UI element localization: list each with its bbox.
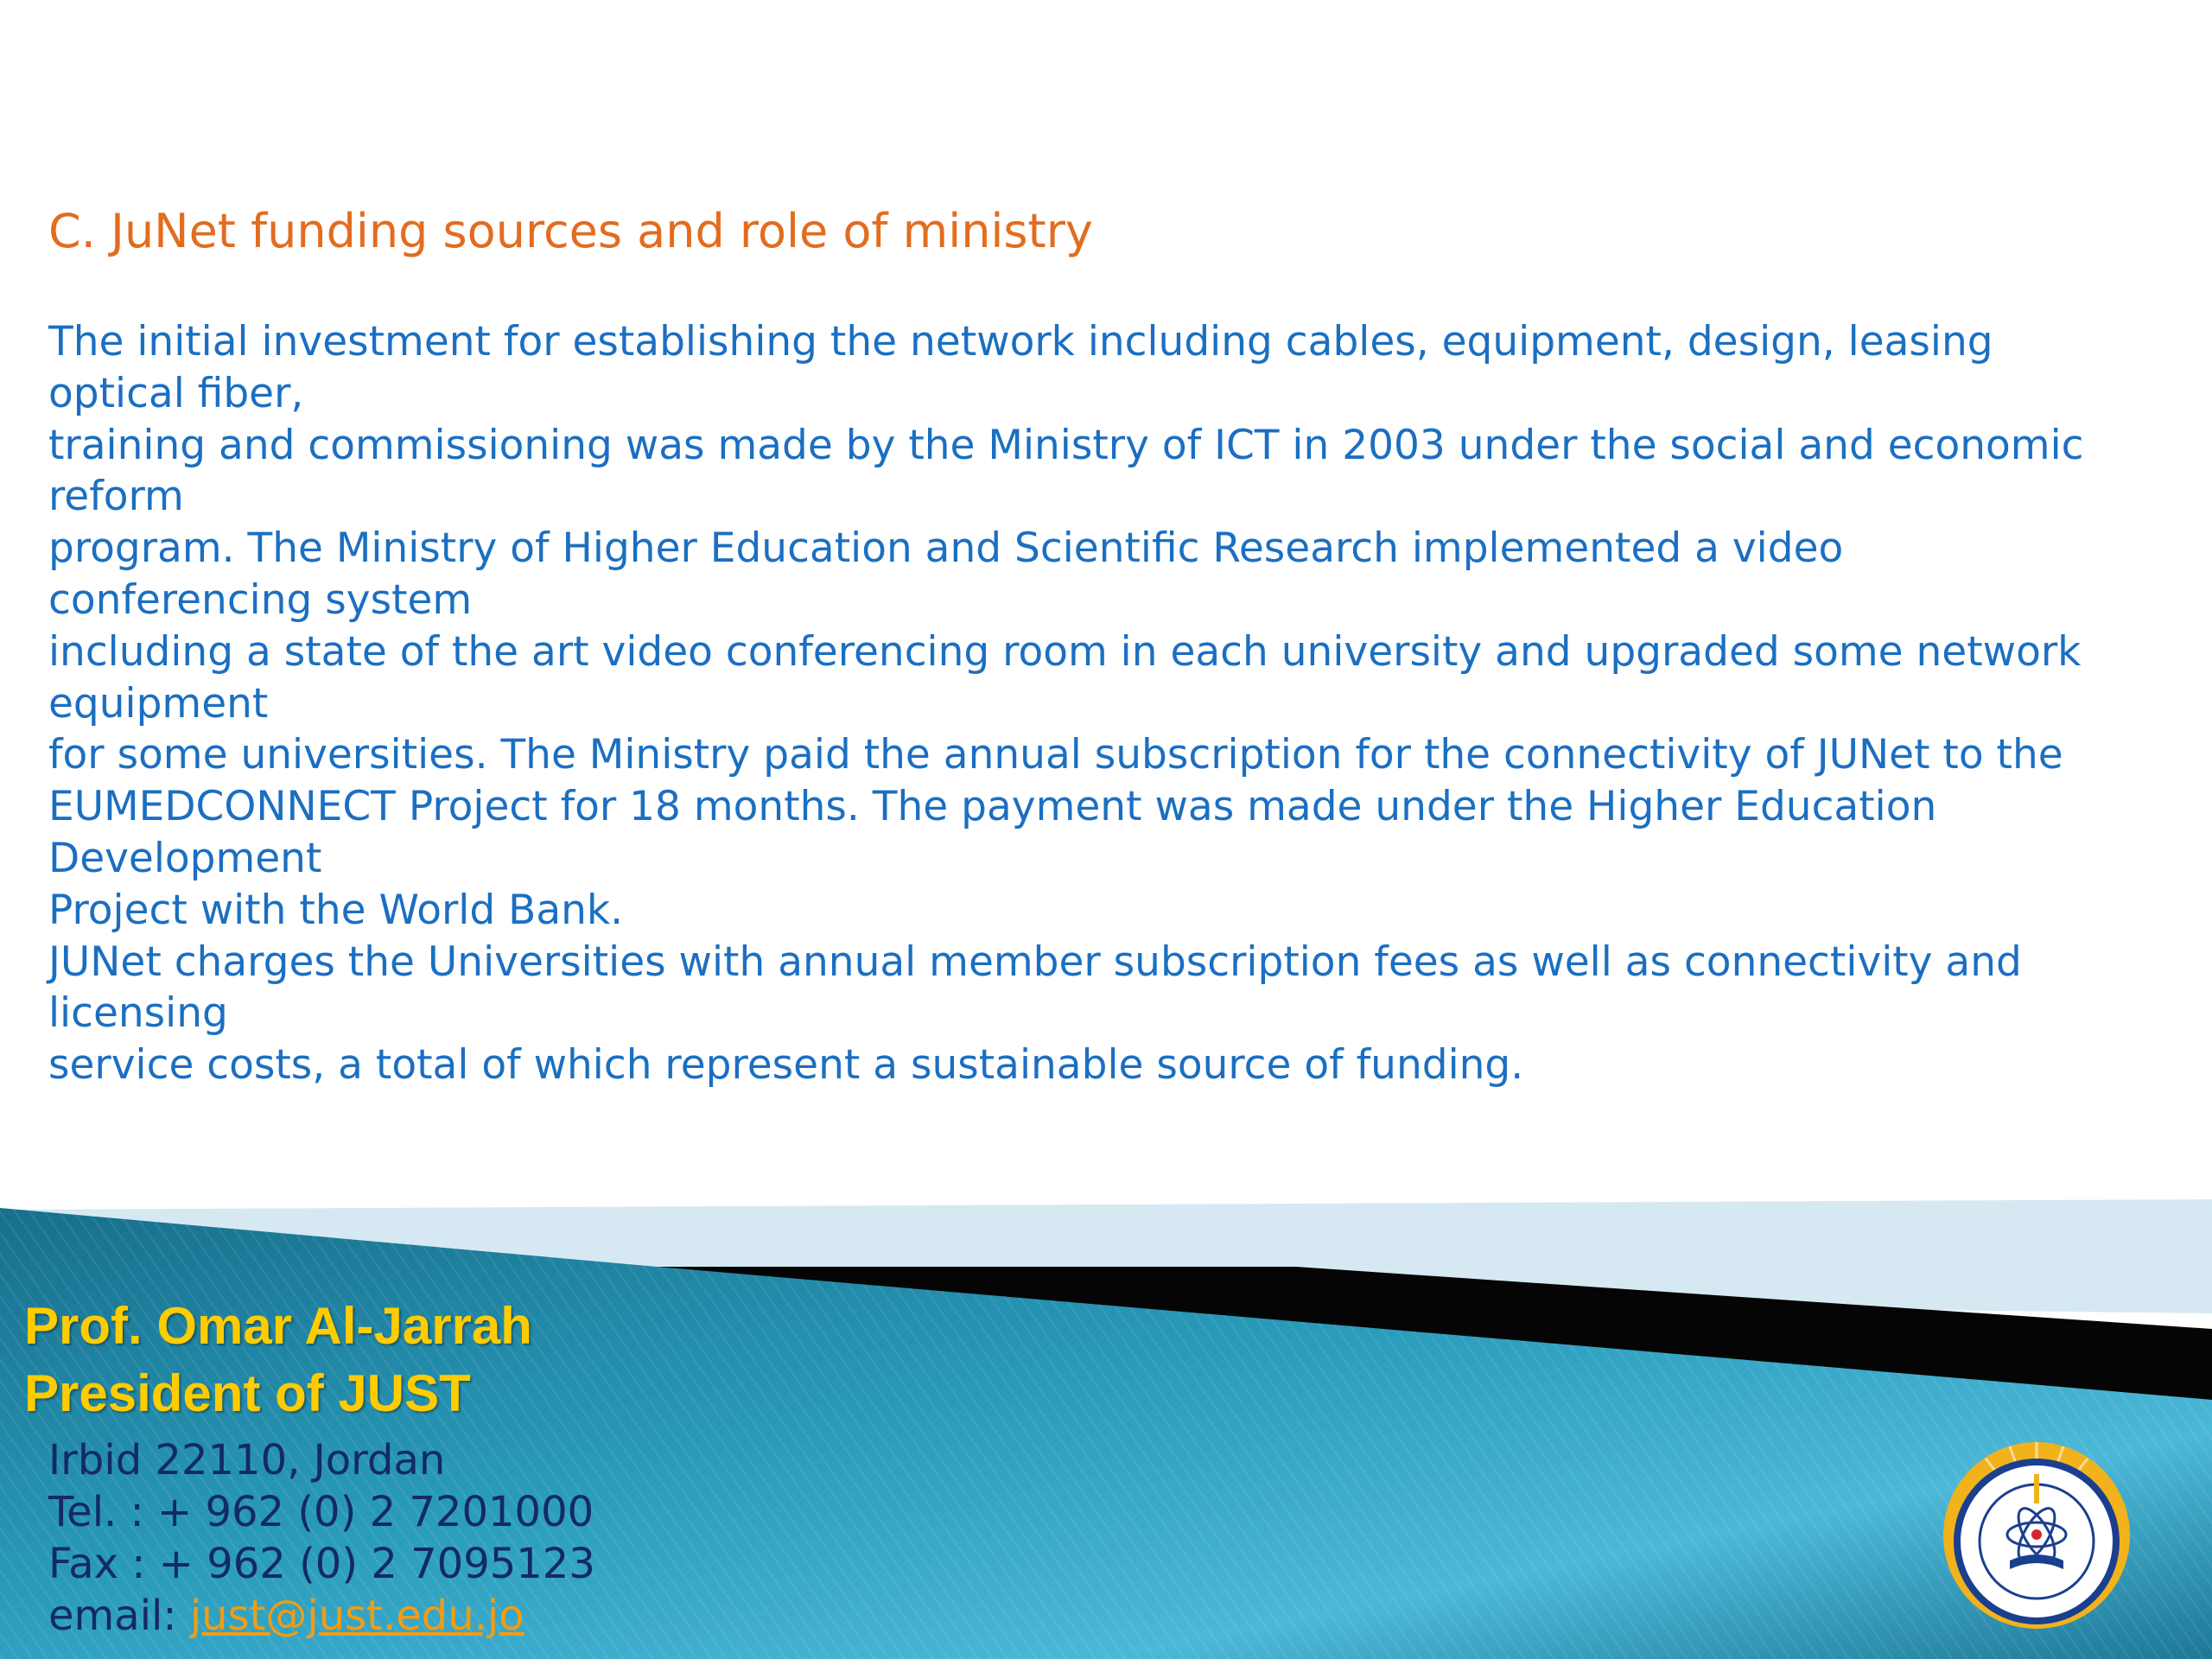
body-line: optical fiber, <box>48 369 304 417</box>
body-line: program. The Ministry of Higher Education and Scientific Research implemented a video <box>48 524 1844 573</box>
author-role: President of JUST <box>24 1364 471 1422</box>
body-line: for some universities. The Ministry paid the annual subscription for the connectivity of JUNet to the <box>48 731 2063 779</box>
body-line: reform <box>48 473 184 521</box>
email-link[interactable]: just@just.edu.jo <box>189 1592 524 1640</box>
body-line: Development <box>48 834 322 882</box>
telephone: Tel. : + 962 (0) 2 7201000 <box>48 1488 594 1536</box>
body-line: equipment <box>48 679 269 728</box>
body-text <box>48 316 2183 1091</box>
university-seal-icon <box>1941 1440 2133 1631</box>
body-line: training and commissioning was made by the Ministry of ICT in 2003 under the social and economic <box>48 421 2084 469</box>
contact-info <box>48 1434 595 1642</box>
body-line: EUMEDCONNECT Project for 18 months. The payment was made under the Higher Education <box>48 783 1937 831</box>
body-line: licensing <box>48 989 228 1038</box>
slide-title: C. JuNet funding sources and role of ministry <box>48 204 1093 258</box>
fax: Fax : + 962 (0) 2 7095123 <box>48 1540 595 1588</box>
email-line <box>48 1590 595 1642</box>
body-line: conferencing system <box>48 575 473 624</box>
body-line: JUNet charges the Universities with annual member subscription fees as well as connectivity and <box>48 938 2022 986</box>
body-line: including a state of the art video conferencing room in each university and upgraded some network <box>48 627 2082 676</box>
body-line: service costs, a total of which represent a sustainable source of funding. <box>48 1041 1524 1090</box>
body-line: The initial investment for establishing the network including cables, equipment, design, leasing <box>48 318 1993 365</box>
body-line: Project with the World Bank. <box>48 886 624 934</box>
address: Irbid 22110, Jordan <box>48 1436 446 1484</box>
author-name: Prof. Omar Al-Jarrah <box>24 1297 532 1355</box>
email-label: email: <box>48 1592 190 1640</box>
